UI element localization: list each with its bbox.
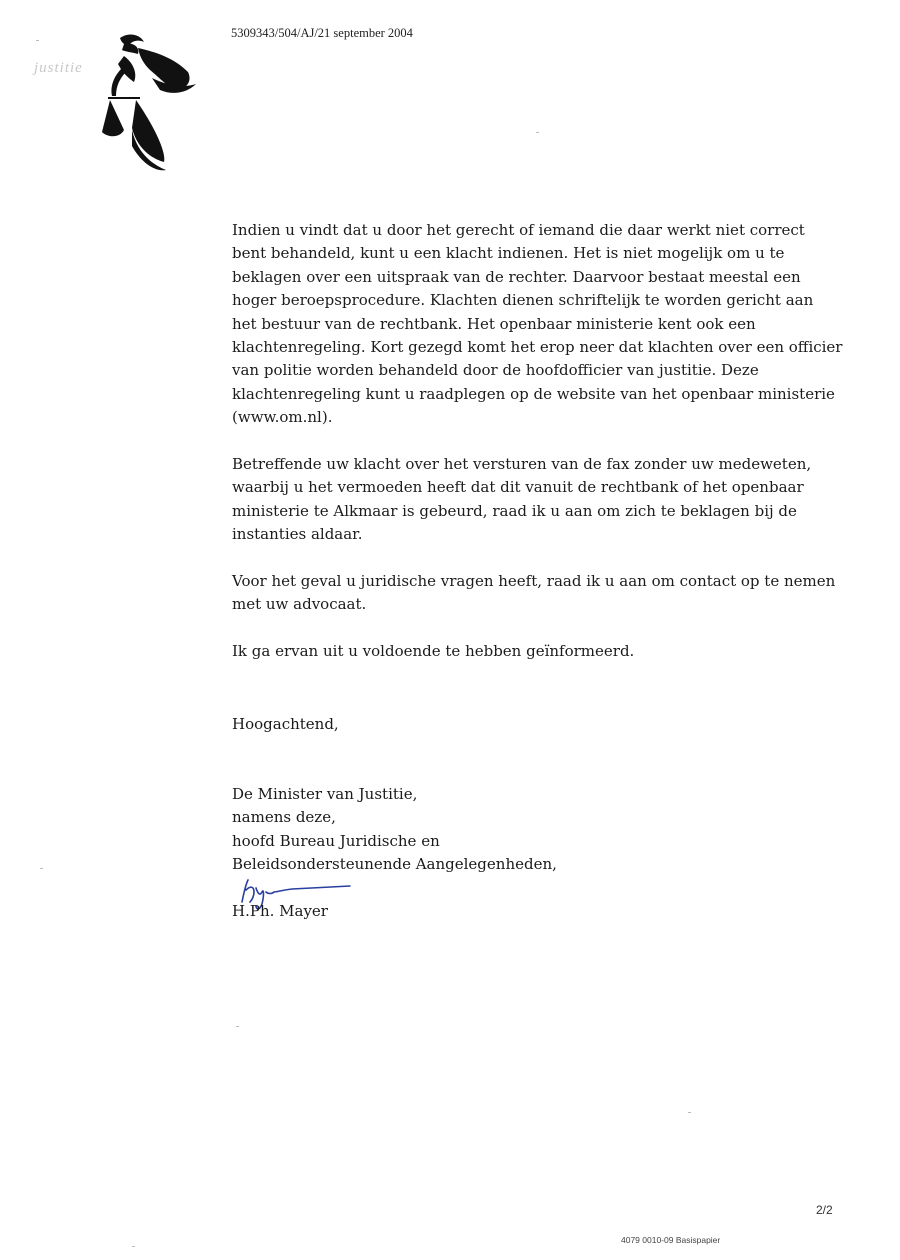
page-number: 2/2 (816, 1203, 833, 1217)
scan-speck (236, 1026, 239, 1027)
signer-line: hoofd Bureau Juridische en (232, 831, 440, 850)
paragraph-legal-questions: Voor het geval u juridische vragen heeft, raad ik u aan om contact op te nemen met uw advocaat. (232, 572, 836, 614)
justitie-logo-icon (28, 28, 208, 178)
scan-speck (40, 868, 43, 869)
scan-speck (36, 40, 39, 41)
signer-block (232, 783, 557, 877)
document-reference: 5309343/504/AJ/21 september 2004 (231, 26, 413, 40)
paragraph-fax-complaint: Betreffende uw klacht over het versturen van de fax zonder uw medeweten, waarbij u het vermoeden heeft dat dit vanuit de rechtbank of het openbaar ministerie te Alkmaar is gebeurd, raad ik u aan om zich te beklagen bij de instanties aldaar. (232, 455, 812, 544)
logo-wordmark: justitie (34, 60, 83, 76)
letter-body (232, 219, 872, 664)
closing-salutation: Hoogachtend, (232, 715, 339, 733)
paragraph-informed: Ik ga ervan uit u voldoende te hebben geïnformeerd. (232, 642, 635, 661)
signer-line: namens deze, (232, 808, 336, 827)
scan-speck (688, 1112, 691, 1113)
scan-speck (132, 1246, 135, 1247)
signer-line: Beleidsondersteunende Aangelegenheden, (232, 855, 557, 874)
paragraph-complaint-procedure: Indien u vindt dat u door het gerecht of iemand die daar werkt niet correct bent behandeld, kunt u een klacht indienen. Het is niet mogelijk om u te beklagen over een uitspraak van de rechter. Daarvoor bestaat meestal een hoger beroepsprocedure. Klachten dienen schriftelijk te worden gericht aan het bestuur van de rechtbank. Het openbaar ministerie kent ook een klachtenregeling. Kort gezegd komt het erop neer dat klachten over een officier van politie worden behandeld door de hoofdofficier van justitie. Deze klachtenregeling kunt u raadplegen op de website van het openbaar ministerie (www.om.nl). (232, 221, 843, 427)
signer-line: De Minister van Justitie, (232, 785, 418, 803)
signer-name: H.Ph. Mayer (232, 902, 328, 920)
scan-speck (536, 132, 539, 133)
paper-code: 4079 0010-09 Basispapier (621, 1235, 721, 1245)
